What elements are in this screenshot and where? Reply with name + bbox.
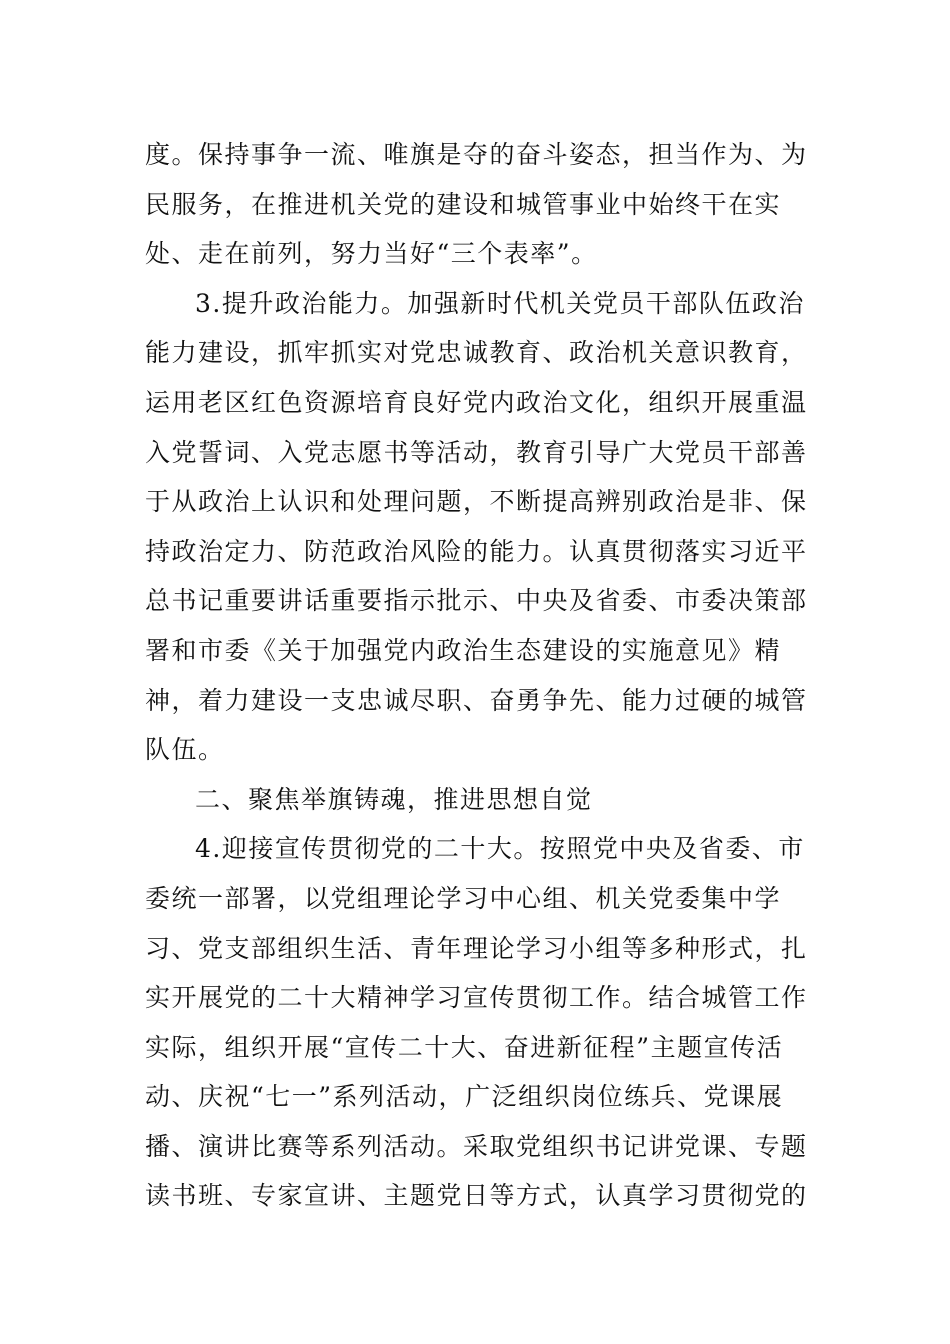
body-text xyxy=(145,130,808,1221)
text-line: 民服务，在推进机关党的建设和城管事业中始终干在实 xyxy=(145,189,782,219)
text-line: 委统一部署，以党组理论学习中心组、机关党委集中学 xyxy=(145,883,782,913)
text-line: 队伍。 xyxy=(145,735,225,765)
paragraph-start-line: 3.提升政治能力。加强新时代机关党员干部队伍政治 xyxy=(195,288,805,318)
text-line: 度。保持事争一流、唯旗是夺的奋斗姿态，担当作为、为 xyxy=(145,140,808,169)
section-heading: 二、聚焦举旗铸魂，推进思想自觉 xyxy=(195,784,593,814)
text-line: 总书记重要讲话重要指示批示、中央及省委、市委决策部 xyxy=(145,586,808,616)
text-line: 于从政治上认识和处理问题，不断提高辨别政治是非、保 xyxy=(145,487,808,517)
text-line: 神，着力建设一支忠诚尽职、奋勇争先、能力过硬的城管 xyxy=(145,685,808,715)
text-line: 署和市委《关于加强党内政治生态建设的实施意见》精 xyxy=(145,635,782,665)
paragraph-start-line: 4.迎接宣传贯彻党的二十大。按照党中央及省委、市 xyxy=(195,834,805,864)
text-line: 习、党支部组织生活、青年理论学习小组等多种形式，扎 xyxy=(145,933,808,963)
text-line: 实际，组织开展“宣传二十大、奋进新征程”主题宣传活 xyxy=(145,1032,784,1062)
text-line: 读书班、专家宣讲、主题党日等方式，认真学习贯彻党的 xyxy=(145,1181,808,1211)
text-line: 入党誓词、入党志愿书等活动，教育引导广大党员干部善 xyxy=(145,437,808,467)
text-line: 处、走在前列，努力当好“三个表率”。 xyxy=(145,239,598,269)
text-line: 播、演讲比赛等系列活动。采取党组织书记讲党课、专题 xyxy=(145,1131,808,1161)
text-line: 实开展党的二十大精神学习宣传贯彻工作。结合城管工作 xyxy=(145,983,808,1013)
text-line: 能力建设，抓牢抓实对党忠诚教育、政治机关意识教育， xyxy=(145,338,808,368)
text-line: 动、庆祝“七一”系列活动，广泛组织岗位练兵、党课展 xyxy=(145,1082,784,1112)
text-line: 运用老区红色资源培育良好党内政治文化，组织开展重温 xyxy=(145,387,808,417)
text-line: 持政治定力、防范政治风险的能力。认真贯彻落实习近平 xyxy=(145,536,808,566)
